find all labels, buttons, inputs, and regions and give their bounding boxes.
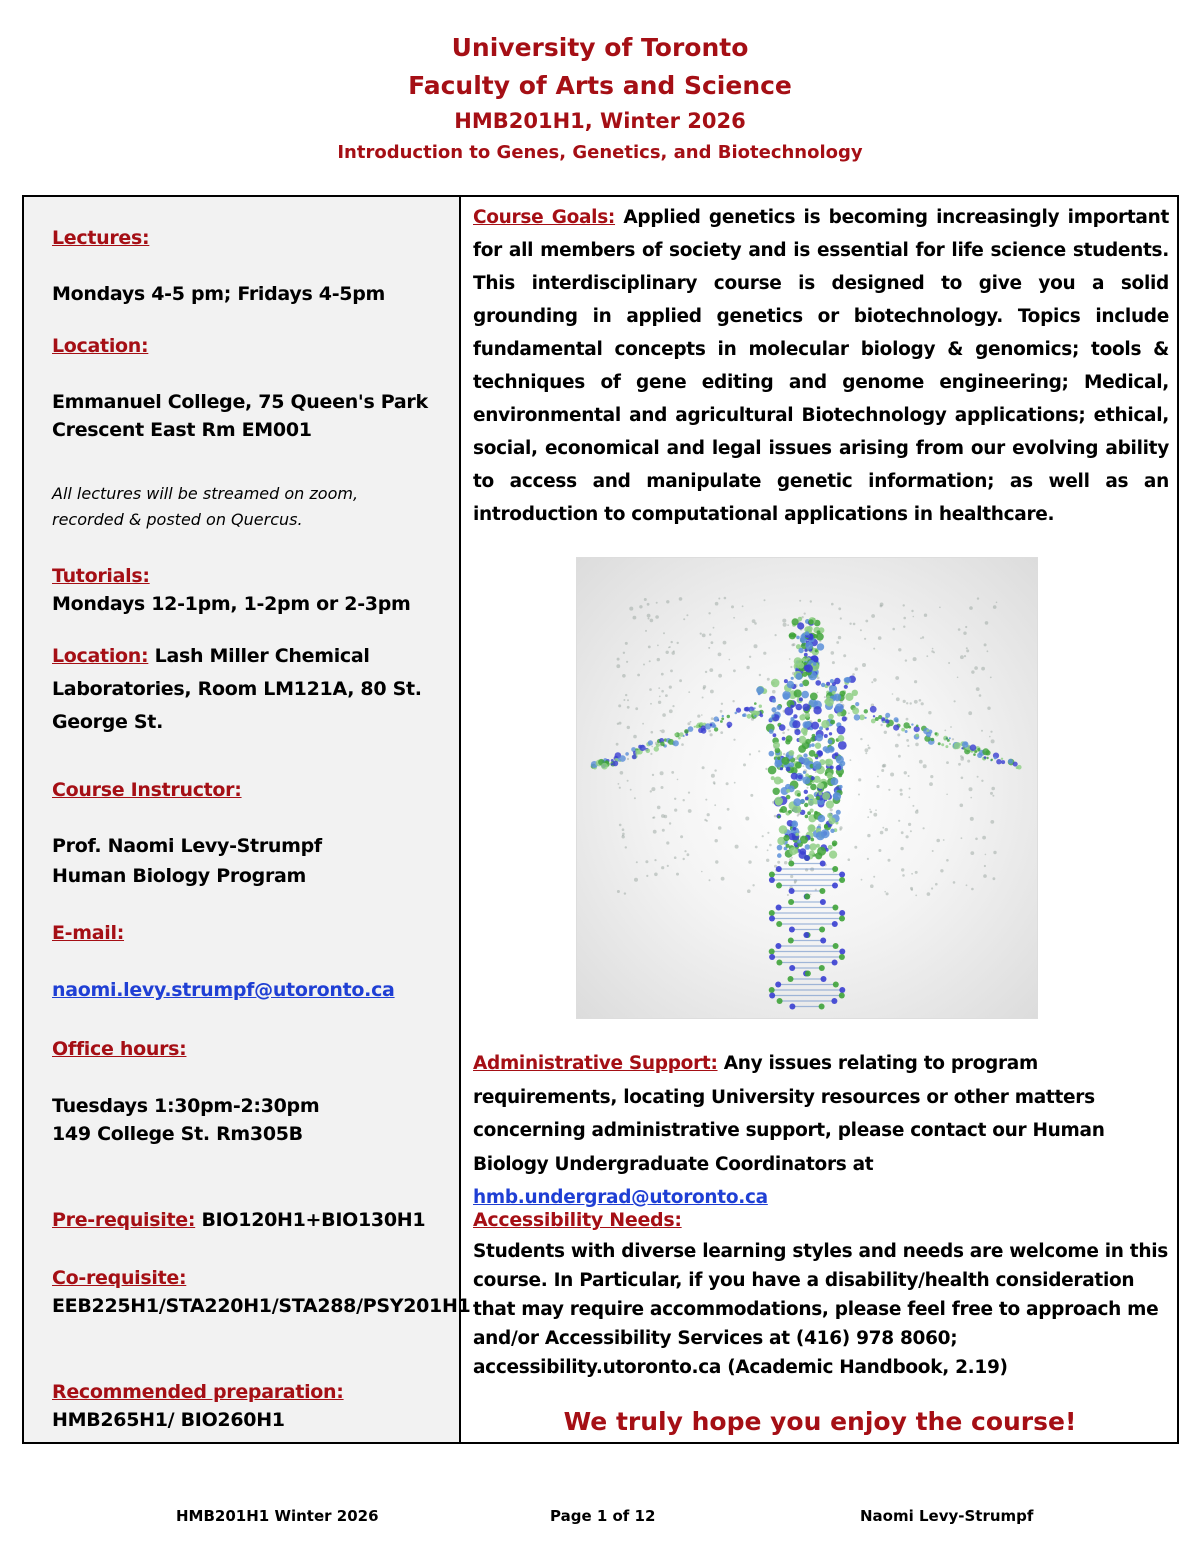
tutorials-label: Tutorials:: [52, 565, 150, 587]
closing-message: We truly hope you enjoy the course!: [563, 1407, 1077, 1436]
corequisite-value: EEB225H1/STA220H1/STA288/PSY201H1: [52, 1295, 471, 1317]
lectures-label: Lectures:: [52, 227, 150, 249]
course-goals: [473, 201, 1169, 531]
office-hours-time: Tuesdays 1:30pm-2:30pm: [52, 1095, 320, 1117]
course-title: Introduction to Genes, Genetics, and Biotechnology: [337, 142, 863, 163]
tutorial-location-label: Location:: [52, 645, 149, 667]
corequisite-label: Co-requisite:: [52, 1267, 187, 1289]
prerequisite: [52, 1209, 425, 1231]
faculty-name: Faculty of Arts and Science: [408, 71, 792, 100]
undergrad-email-link[interactable]: hmb.undergrad@utoronto.ca: [473, 1187, 768, 1208]
footer-course: HMB201H1 Winter 2026: [176, 1507, 379, 1525]
location-line1: Emmanuel College, 75 Queen's Park: [52, 391, 428, 413]
admin-support-label: Administrative Support:: [473, 1053, 718, 1074]
course-description-panel: [461, 197, 1177, 1442]
university-name: University of Toronto: [451, 33, 749, 62]
dna-human-figure-image: [576, 557, 1038, 1019]
course-goals-label: Course Goals:: [473, 207, 616, 228]
course-code: HMB201H1, Winter 2026: [454, 109, 746, 133]
footer-author: Naomi Levy-Strumpf: [860, 1507, 1034, 1525]
streaming-note-line2: recorded & posted on Quercus.: [52, 510, 303, 529]
prerequisite-value: BIO120H1+BIO130H1: [195, 1209, 426, 1231]
streaming-note-line1: All lectures will be streamed on zoom,: [52, 484, 359, 503]
tutorials-time: Mondays 12-1pm, 1-2pm or 2-3pm: [52, 593, 411, 615]
tutorial-location: [52, 645, 370, 667]
office-room: 149 College St. Rm305B: [52, 1123, 303, 1145]
administrative-support: [473, 1047, 1169, 1215]
recommended-prep-value: HMB265H1/ BIO260H1: [52, 1409, 285, 1431]
dna-human-figure-icon: [577, 558, 1037, 1018]
instructor-label: Course Instructor:: [52, 779, 242, 801]
instructor-name: Prof. Naomi Levy-Strumpf: [52, 835, 322, 857]
course-goals-text: Applied genetics is becoming increasingly important for all members of society and is essential for life science students. This interdisciplinary course is designed to give you a solid grounding in applied genetics or biotechnology. Topics include fundamental concepts in molecular biology & genomics; tools & techniques of gene editing and genome engineering; Medical, environmental and agricultural Biotechnology applications; ethical, social, economical and legal issues arising from our evolving ability to access and manipulate genetic information; as well as an introduction to computational applications in healthcare.: [473, 207, 1169, 525]
tutorial-location-line1: Lash Miller Chemical: [148, 645, 370, 667]
syllabus-table: [22, 195, 1179, 1444]
instructor-email-link[interactable]: naomi.levy.strumpf@utoronto.ca: [52, 979, 395, 1001]
accessibility-label: Accessibility Needs:: [473, 1209, 682, 1231]
office-hours-label: Office hours:: [52, 1038, 187, 1060]
admin-support-text: Any issues relating to program requirements, locating University resources or other matters concerning administrative support, please contact our Human Biology Undergraduate Coordinators at: [473, 1053, 1105, 1175]
accessibility-text: Students with diverse learning styles and needs are welcome in this course. In Particular, if you have a disability/health consideration that may require accommodations, please feel free to approach me and/or Accessibility Services at (416) 978 8060; accessibility.utoronto.ca (Academic Handbook, 2.19): [473, 1241, 1168, 1378]
tutorial-location-line2: Laboratories, Room LM121A, 80 St.: [52, 678, 422, 700]
instructor-program: Human Biology Program: [52, 865, 307, 887]
prerequisite-label: Pre-requisite:: [52, 1209, 196, 1231]
email-label: E-mail:: [52, 922, 125, 944]
lectures-time: Mondays 4-5 pm; Fridays 4-5pm: [52, 283, 386, 305]
location-label: Location:: [52, 335, 149, 357]
footer-page-number: Page 1 of 12: [550, 1507, 656, 1525]
course-info-panel: [24, 197, 471, 1442]
location-line2: Crescent East Rm EM001: [52, 419, 312, 441]
tutorial-location-line3: George St.: [52, 711, 163, 733]
recommended-prep-label: Recommended preparation:: [52, 1381, 344, 1403]
